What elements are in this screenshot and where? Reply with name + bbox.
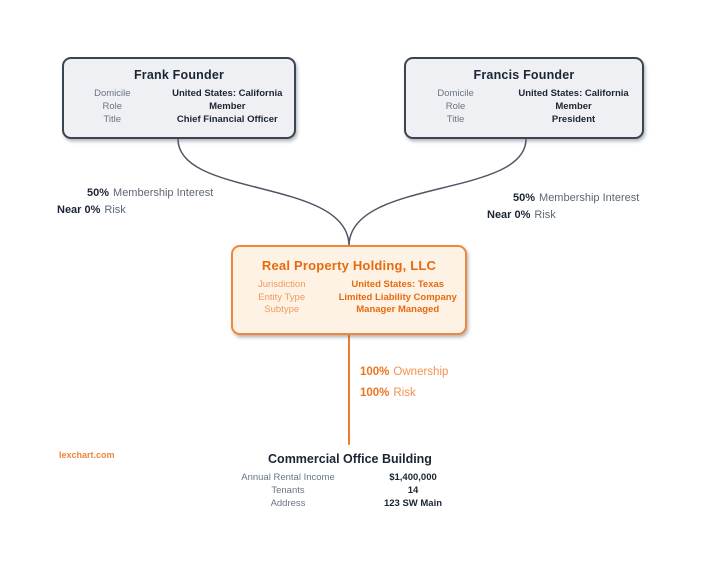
edge-label-pct: 50% (513, 192, 536, 204)
attr-value: 14 (407, 484, 419, 496)
attr-value: United States: Texas (351, 279, 445, 290)
edge-label-text: Risk (104, 204, 126, 216)
attr-value: Chief Financial Officer (176, 114, 278, 125)
entity-node-francis-founder[interactable] (404, 57, 644, 139)
edge-francis-to-holding (349, 139, 526, 246)
edge-label-left-membership-interest (87, 187, 213, 199)
entity-attributes (233, 279, 465, 317)
attr-label: Subtype (264, 304, 300, 315)
entity-node-frank-founder[interactable] (62, 57, 296, 139)
asset-node-title[interactable]: Commercial Office Building (268, 452, 432, 466)
edge-label-left-risk (57, 204, 126, 216)
entity-node-real-property-holding[interactable] (231, 245, 467, 335)
edge-label-right-risk (487, 209, 556, 221)
edge-label-pct: 100% (360, 366, 390, 378)
entity-title: Real Property Holding, LLC (261, 258, 437, 273)
attr-value: Limited Liability Company (338, 291, 457, 303)
edge-label-ownership (360, 366, 448, 378)
attr-label: Title (446, 114, 465, 125)
edge-label-pct: 50% (87, 187, 110, 199)
edge-label-right-membership-interest (513, 192, 639, 204)
edge-label-text: Membership Interest (539, 192, 640, 204)
edge-label-pct: Near 0% (487, 209, 531, 221)
attr-value: $1,400,000 (389, 472, 437, 483)
entity-attributes (406, 87, 642, 126)
edge-label-text: Ownership (393, 366, 449, 378)
attr-label: Role (102, 101, 123, 112)
entity-attributes (64, 87, 294, 126)
edge-label-text: Membership Interest (113, 187, 214, 199)
attr-label: Annual Rental Income (241, 472, 335, 483)
attr-value: United States: California (518, 88, 629, 99)
attr-label: Tenants (271, 484, 305, 496)
attr-label: Domicile (437, 88, 474, 99)
attr-label: Entity Type (258, 291, 306, 303)
attr-label: Jurisdiction (257, 279, 306, 290)
attr-value: President (551, 114, 596, 125)
entity-title: Frank Founder (133, 68, 225, 82)
edge-label-text: Risk (393, 387, 416, 399)
attr-value: Manager Managed (356, 304, 440, 315)
attr-label: Domicile (94, 88, 131, 99)
attr-value: Member (209, 101, 246, 112)
attr-value: Member (555, 101, 592, 112)
edge-label-pct: 100% (360, 387, 390, 399)
attr-label: Role (445, 101, 466, 112)
attr-value: United States: California (172, 88, 283, 99)
edge-label-text: Risk (534, 209, 556, 221)
edge-label-ownership-risk (360, 387, 416, 399)
attr-label: Address (270, 497, 306, 509)
edge-label-pct: Near 0% (57, 204, 101, 216)
attr-label: Title (103, 114, 122, 125)
asset-attributes (218, 472, 468, 510)
entity-title: Francis Founder (473, 68, 575, 82)
lexchart-watermark-link[interactable]: lexchart.com (59, 450, 115, 460)
attr-value: 123 SW Main (383, 497, 443, 509)
